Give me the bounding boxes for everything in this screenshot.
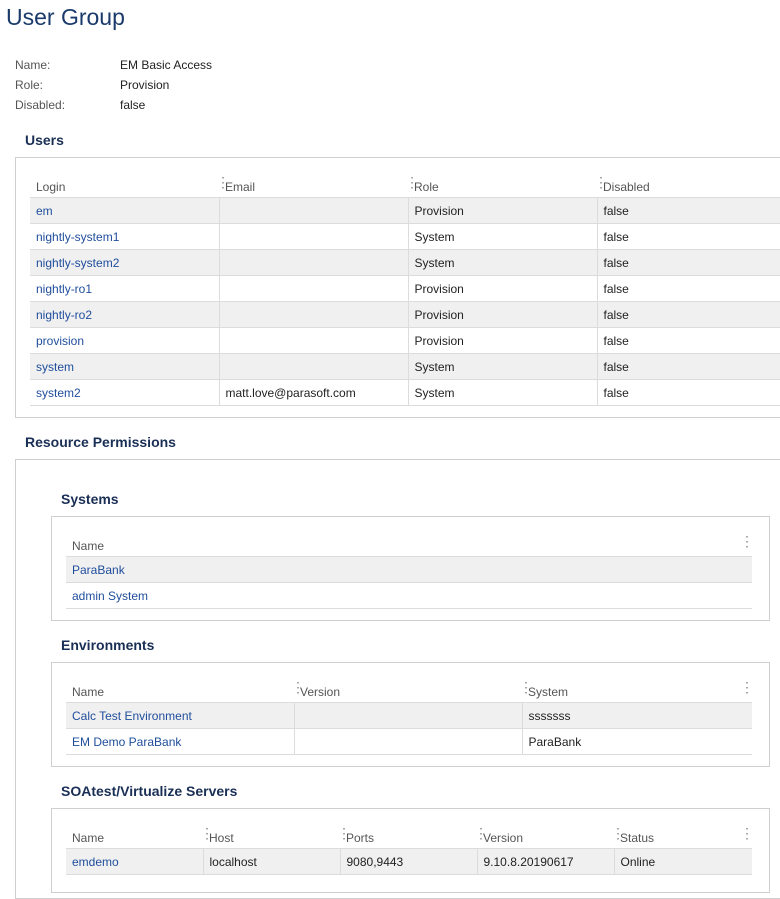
environments-header-row	[66, 676, 752, 703]
user-cell[interactable]	[30, 224, 219, 250]
user-row[interactable]	[30, 224, 780, 250]
column-resize-handle[interactable]: ⋮	[474, 825, 488, 841]
environment-column-header[interactable]	[519, 676, 754, 703]
user-cell	[408, 198, 597, 224]
column-resize-handle[interactable]: ⋮	[740, 533, 754, 549]
environment-row[interactable]	[66, 703, 752, 729]
server-name-link[interactable]: emdemo	[72, 854, 119, 869]
user-cell	[597, 224, 780, 250]
environment-cell-value: ParaBank	[528, 734, 582, 749]
user-cell[interactable]	[30, 250, 219, 276]
server-cell	[340, 849, 477, 875]
user-column-header[interactable]	[594, 171, 780, 198]
server-cell[interactable]	[66, 849, 203, 875]
user-cell	[219, 380, 408, 406]
server-row[interactable]	[66, 849, 752, 875]
detail-name-row	[15, 55, 212, 75]
user-cell	[408, 328, 597, 354]
column-resize-handle[interactable]: ⋮	[594, 174, 608, 190]
environment-column-label: Name	[72, 685, 105, 699]
column-resize-handle[interactable]: ⋮	[519, 679, 533, 695]
server-cell-value: 9080,9443	[346, 854, 404, 869]
user-cell	[408, 250, 597, 276]
environment-row[interactable]	[66, 729, 752, 755]
servers-table	[66, 822, 752, 875]
detail-value: Provision	[120, 78, 170, 92]
system-name-link[interactable]: admin System	[72, 588, 149, 603]
detail-disabled-row	[15, 95, 212, 115]
user-cell-value: Provision	[414, 307, 464, 322]
detail-value: EM Basic Access	[120, 58, 213, 72]
user-column-label: Email	[225, 180, 256, 194]
user-cell-value: System	[414, 385, 455, 400]
environment-cell[interactable]	[66, 729, 294, 755]
system-row[interactable]	[66, 557, 752, 583]
environment-cell[interactable]	[66, 703, 294, 729]
server-column-header[interactable]	[474, 822, 614, 849]
system-name-link[interactable]: ParaBank	[72, 562, 125, 577]
user-cell-value: matt.love@parasoft.com	[225, 385, 356, 400]
user-cell	[219, 302, 408, 328]
user-cell	[219, 276, 408, 302]
server-column-label: Host	[209, 831, 234, 845]
environment-cell	[522, 729, 752, 755]
detail-label: Role:	[15, 78, 44, 92]
user-cell	[597, 302, 780, 328]
environment-cell	[522, 703, 752, 729]
user-cell	[408, 354, 597, 380]
user-name-link[interactable]: nightly-ro2	[36, 307, 93, 322]
users-header-row	[30, 171, 780, 198]
user-name-link[interactable]: provision	[36, 333, 85, 348]
resource-permissions-title: Resource Permissions	[25, 434, 176, 450]
systems-section-title: Systems	[61, 491, 119, 507]
user-row[interactable]	[30, 302, 780, 328]
user-cell-value: System	[414, 255, 455, 270]
user-cell	[219, 224, 408, 250]
server-column-header[interactable]	[337, 822, 477, 849]
user-cell-value: false	[603, 385, 629, 400]
user-cell	[408, 380, 597, 406]
users-section-title: Users	[25, 132, 64, 148]
user-column-header[interactable]	[30, 171, 219, 198]
user-cell-value: false	[603, 281, 629, 296]
environments-table-body	[66, 703, 752, 755]
column-resize-handle[interactable]: ⋮	[740, 679, 754, 695]
systems-table-body	[66, 557, 752, 609]
user-cell	[408, 302, 597, 328]
server-cell-value: localhost	[209, 854, 257, 869]
environment-column-header[interactable]	[66, 676, 294, 703]
environments-section-title: Environments	[61, 637, 155, 653]
user-cell[interactable]	[30, 276, 219, 302]
server-column-label: Ports	[346, 831, 375, 845]
server-column-label: Version	[483, 831, 524, 845]
user-column-label: Login	[36, 180, 66, 194]
detail-value: false	[120, 98, 146, 112]
servers-section-title: SOAtest/Virtualize Servers	[61, 783, 238, 799]
user-cell-value: false	[603, 255, 629, 270]
user-cell-value: false	[603, 359, 629, 374]
user-cell-value: false	[603, 307, 629, 322]
user-column-label: Role	[414, 180, 439, 194]
user-cell[interactable]	[30, 302, 219, 328]
group-details	[15, 55, 212, 115]
server-column-header[interactable]	[66, 822, 203, 849]
column-resize-handle[interactable]: ⋮	[291, 679, 305, 695]
user-cell	[219, 250, 408, 276]
environment-column-header[interactable]	[291, 676, 522, 703]
user-column-header[interactable]	[405, 171, 597, 198]
environment-name-link[interactable]: EM Demo ParaBank	[72, 734, 182, 749]
detail-label: Disabled:	[15, 98, 66, 112]
detail-role-row	[15, 75, 212, 95]
user-column-header[interactable]	[216, 171, 408, 198]
environment-name-link[interactable]: Calc Test Environment	[72, 708, 192, 723]
user-cell[interactable]	[30, 328, 219, 354]
systems-header-row	[66, 530, 752, 557]
user-row[interactable]	[30, 380, 780, 406]
server-cell-value: Online	[620, 854, 656, 869]
server-cell-value: 9.10.8.20190617	[483, 854, 574, 869]
system-row[interactable]	[66, 583, 752, 609]
user-row[interactable]	[30, 276, 780, 302]
environment-cell	[294, 729, 522, 755]
user-cell	[597, 328, 780, 354]
servers-table-body	[66, 849, 752, 875]
column-resize-handle[interactable]: ⋮	[611, 825, 625, 841]
user-cell	[219, 198, 408, 224]
page-title: User Group	[6, 4, 125, 30]
user-cell[interactable]	[30, 354, 219, 380]
user-cell	[597, 250, 780, 276]
user-name-link[interactable]: system2	[36, 385, 81, 400]
column-resize-handle[interactable]: ⋮	[740, 825, 754, 841]
user-row[interactable]	[30, 198, 780, 224]
system-cell[interactable]	[66, 557, 752, 583]
server-column-label: Status	[620, 831, 655, 845]
user-name-link[interactable]: nightly-system1	[36, 229, 120, 244]
environments-table	[66, 676, 752, 755]
user-cell	[219, 354, 408, 380]
environment-cell	[294, 703, 522, 729]
user-cell	[597, 276, 780, 302]
column-resize-handle[interactable]: ⋮	[216, 174, 230, 190]
server-cell	[614, 849, 752, 875]
user-cell[interactable]	[30, 380, 219, 406]
environment-column-label: Version	[300, 685, 341, 699]
user-cell	[408, 276, 597, 302]
user-column-label: Disabled	[603, 180, 650, 194]
user-name-link[interactable]: em	[36, 203, 53, 218]
user-cell	[597, 198, 780, 224]
user-cell-value: false	[603, 229, 629, 244]
user-cell	[219, 328, 408, 354]
user-row[interactable]	[30, 328, 780, 354]
user-row[interactable]	[30, 250, 780, 276]
column-resize-handle[interactable]: ⋮	[200, 825, 214, 841]
user-cell-value: Provision	[414, 333, 464, 348]
user-cell	[597, 354, 780, 380]
system-column-header[interactable]	[66, 530, 752, 557]
server-cell	[203, 849, 340, 875]
system-cell[interactable]	[66, 583, 752, 609]
servers-header-row	[66, 822, 752, 849]
system-column-label: Name	[72, 539, 105, 553]
user-cell-value: false	[603, 333, 629, 348]
user-name-link[interactable]: nightly-ro1	[36, 281, 93, 296]
environment-column-label: System	[528, 685, 569, 699]
column-resize-handle[interactable]: ⋮	[405, 174, 419, 190]
server-column-label: Name	[72, 831, 105, 845]
user-name-link[interactable]: nightly-system2	[36, 255, 120, 270]
environment-cell-value: sssssss	[528, 708, 571, 723]
users-table-body	[30, 198, 780, 406]
user-cell-value: Provision	[414, 203, 464, 218]
systems-table	[66, 530, 752, 609]
user-cell-value: Provision	[414, 281, 464, 296]
server-cell	[477, 849, 614, 875]
column-resize-handle[interactable]: ⋮	[337, 825, 351, 841]
user-cell	[408, 224, 597, 250]
user-name-link[interactable]: system	[36, 359, 75, 374]
user-cell-value: System	[414, 229, 455, 244]
user-row[interactable]	[30, 354, 780, 380]
user-cell-value: false	[603, 203, 629, 218]
server-column-header[interactable]	[200, 822, 340, 849]
users-table	[30, 171, 780, 406]
user-cell-value: System	[414, 359, 455, 374]
user-cell[interactable]	[30, 198, 219, 224]
detail-label: Name:	[15, 58, 51, 72]
server-column-header[interactable]	[611, 822, 754, 849]
user-cell	[597, 380, 780, 406]
